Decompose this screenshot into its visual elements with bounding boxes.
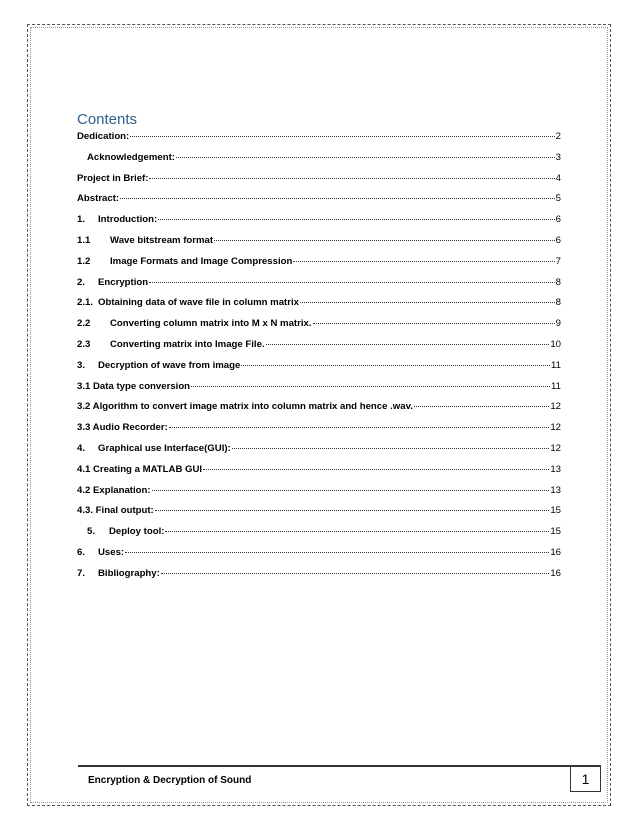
toc-dot-leader — [165, 523, 549, 532]
table-of-contents — [77, 130, 561, 588]
page-number: 1 — [570, 766, 601, 792]
toc-entry-page: 13 — [550, 484, 561, 496]
toc-entry[interactable] — [77, 276, 561, 297]
toc-entry[interactable] — [77, 338, 561, 359]
toc-entry-page: 8 — [555, 276, 561, 288]
toc-entry-number: 5. — [87, 526, 96, 538]
footer-title: Encryption & Decryption of Sound — [88, 775, 252, 786]
toc-entry[interactable] — [77, 234, 561, 255]
toc-entry[interactable] — [77, 359, 561, 380]
toc-entry-page: 6 — [555, 214, 561, 226]
toc-entry-page: 3 — [555, 151, 561, 163]
toc-dot-leader — [161, 565, 550, 574]
toc-entry-page: 15 — [550, 505, 561, 517]
toc-entry[interactable] — [77, 151, 561, 172]
toc-entry[interactable] — [77, 130, 561, 151]
toc-dot-leader — [149, 170, 554, 179]
toc-entry-number: 2.1. — [77, 297, 94, 309]
toc-dot-leader — [158, 211, 555, 220]
toc-entry-page: 10 — [550, 338, 561, 350]
toc-entry-label: Image Formats and Image Compression — [110, 255, 293, 267]
toc-entry-label: 4.2 Explanation: — [77, 484, 151, 496]
toc-entry-page: 16 — [550, 546, 561, 558]
toc-dot-leader — [169, 419, 550, 428]
toc-entry-page: 16 — [550, 567, 561, 579]
toc-entry[interactable] — [77, 484, 561, 505]
toc-entry-label: 4.3. Final output: — [77, 505, 154, 517]
toc-entry[interactable] — [77, 317, 561, 338]
toc-entry-label: Uses: — [98, 546, 125, 558]
toc-entry[interactable] — [77, 442, 561, 463]
toc-entry-label: Dedication: — [77, 131, 130, 142]
toc-entry[interactable] — [77, 463, 561, 484]
footer-rule — [78, 765, 601, 767]
toc-dot-leader — [176, 149, 555, 158]
toc-entry-number: 2. — [77, 276, 86, 288]
toc-dot-leader — [120, 190, 555, 199]
toc-entry-page: 13 — [550, 463, 561, 475]
toc-entry-number: 3. — [77, 359, 86, 371]
toc-entry-number: 6. — [77, 546, 86, 558]
toc-dot-leader — [125, 544, 549, 553]
toc-entry-number: 2.3 — [77, 338, 91, 350]
toc-dot-leader — [214, 232, 555, 241]
toc-entry-page: 11 — [551, 359, 561, 371]
toc-entry-label: Introduction: — [98, 214, 158, 226]
toc-dot-leader — [293, 253, 554, 262]
toc-dot-leader — [414, 398, 549, 407]
toc-entry[interactable] — [77, 172, 561, 193]
toc-entry-number: 2.2 — [77, 318, 91, 330]
toc-dot-leader — [191, 378, 550, 387]
toc-heading: Contents — [77, 111, 138, 128]
toc-dot-leader — [155, 502, 550, 511]
toc-entry-label: Encryption — [98, 276, 149, 288]
toc-entry-label: Converting column matrix into M x N matrix. — [110, 318, 312, 330]
toc-entry-page: 7 — [555, 255, 561, 267]
toc-entry-page: 8 — [555, 297, 561, 309]
toc-entry-label: Decryption of wave from image — [98, 359, 241, 371]
toc-entry-page: 12 — [550, 401, 561, 413]
toc-entry-label: Project in Brief: — [77, 172, 149, 184]
toc-dot-leader — [149, 274, 555, 283]
toc-entry-label: 4.1 Creating a MATLAB GUI — [77, 463, 203, 475]
toc-entry-label: 3.3 Audio Recorder: — [77, 422, 168, 434]
toc-entry-label: 3.1 Data type conversion — [77, 380, 191, 392]
toc-dot-leader — [152, 482, 550, 491]
toc-entry-label: Bibliography: — [98, 567, 160, 579]
toc-entry-label: Deploy tool: — [109, 526, 165, 538]
toc-entry-number: 4. — [77, 442, 86, 454]
toc-entry[interactable] — [77, 421, 561, 442]
toc-dot-leader — [313, 315, 555, 324]
toc-entry-label: Wave bitstream format — [110, 234, 214, 246]
toc-entry-number: 7. — [77, 567, 86, 579]
toc-entry[interactable] — [77, 567, 561, 588]
toc-entry[interactable] — [77, 255, 561, 276]
toc-entry-label: Abstract: — [77, 193, 120, 205]
toc-entry[interactable] — [77, 213, 561, 234]
toc-dot-leader — [300, 294, 555, 303]
toc-entry-page: 11 — [551, 380, 561, 392]
toc-entry-number: 1. — [77, 214, 86, 226]
toc-entry-page: 9 — [555, 318, 561, 330]
toc-entry[interactable] — [77, 525, 561, 546]
toc-entry-page: 15 — [550, 526, 561, 538]
toc-entry-page: 2 — [555, 131, 561, 142]
toc-dot-leader — [203, 461, 549, 470]
toc-entry-page: 5 — [555, 193, 561, 205]
toc-entry[interactable] — [77, 400, 561, 421]
toc-dot-leader — [130, 128, 554, 137]
toc-entry[interactable] — [77, 380, 561, 401]
toc-entry-number: 1.1 — [77, 234, 91, 246]
toc-entry-label: Obtaining data of wave file in column matrix — [98, 297, 299, 309]
toc-entry-page: 12 — [550, 422, 561, 434]
toc-entry-label: 3.2 Algorithm to convert image matrix into column matrix and hence .wav. — [77, 401, 413, 413]
toc-entry-number: 1.2 — [77, 255, 91, 267]
toc-entry[interactable] — [77, 192, 561, 213]
toc-entry[interactable] — [77, 296, 561, 317]
toc-entry-label: Converting matrix into Image File. — [110, 338, 265, 350]
toc-entry-label: Graphical use Interface(GUI): — [98, 442, 231, 454]
toc-entry-label: Acknowledgement: — [87, 151, 175, 163]
toc-entry[interactable] — [77, 504, 561, 525]
toc-dot-leader — [266, 336, 550, 345]
toc-entry-page: 4 — [555, 172, 561, 184]
toc-entry-page: 6 — [555, 234, 561, 246]
toc-dot-leader — [241, 357, 550, 366]
toc-entry-page: 12 — [550, 442, 561, 454]
toc-dot-leader — [232, 440, 550, 449]
toc-entry[interactable] — [77, 546, 561, 567]
